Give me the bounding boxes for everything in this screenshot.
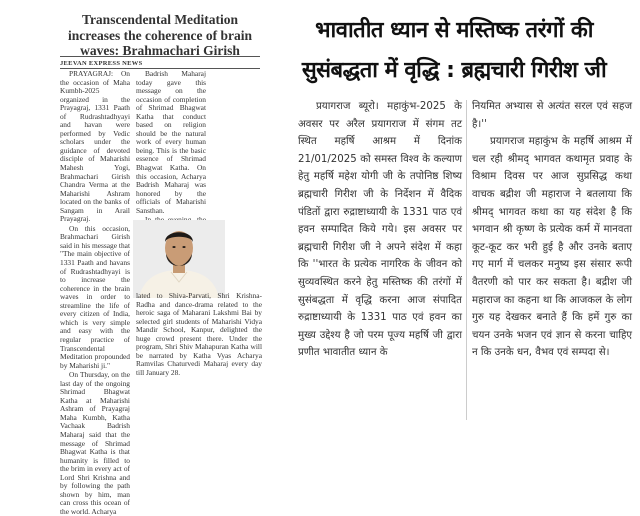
english-paragraph: On this occasion, Brahmachari Girish said in his message that "The main objective of 1331 Paath and havans of Rudrashtadhyayi is to increase the coherence in the brain waves in order to streamline the life of every citizen of India, which is very simple and easy with the regular practice of Transcendental Meditation propounded by Maharishi ji." xyxy=(60,223,130,370)
english-paragraph: PRAYAGRAJ: On the occasion of Maha Kumbh-2025 organized in the Prayagraj, 1331 Paath of Rudrashtadhyayi and havan were performed by Vedic scholars under the guidance of devoted disciple of Maharishi Mahesh Yogi, Brahmachari Girish Chandra Verma at the Maharishi Ashram located on the banks of Sangam in Arail Prayagraj. xyxy=(60,69,130,224)
hindi-paragraph: प्रयागराज महाकुंभ के महर्षि आश्रम में चल रही श्रीमद् भागवत कथामृत प्रवाह के विश्राम दिवस पर आज सुप्रसिद्ध कथा वाचक बद्रीश जी महाराज ने बतलाया कि श्रीमद् भागवत कथा का यह संदेश है कि भगवान श्री कृष्ण के प्रत्येक कर्म में मानवता कूट-कूट कर भरी हुई है और उनके बताए गए मार्ग में चलकर मनुष्य इस संसार रूपी वैतरणी को पार कर सकता है। बद्रीश जी महाराज का कहना था कि आजकल के लोग गुरु यह देखकर बनाते हैं कि हमें गुरु का चयन उनके भजन एवं ज्ञान से करना चाहिए न कि उनके धन, वैभव एवं सम्पदा से। xyxy=(472,136,632,359)
hindi-column-1 xyxy=(298,98,462,362)
headline-rule xyxy=(60,56,260,57)
hindi-article xyxy=(264,0,640,428)
english-headline: Transcendental Meditation increases the coherence of brain waves: Brahmachari Girish xyxy=(68,12,252,58)
hindi-headline-line-2: सुसंबद्धता में वृद्धि : ब्रह्मचारी गिरीश जी xyxy=(301,58,607,83)
column-divider xyxy=(466,100,467,420)
portrait-photo xyxy=(133,220,225,298)
hindi-headline-line-1: भावातीत ध्यान से मस्तिष्क तरंगों की xyxy=(315,18,593,43)
english-paragraph: lated to Shiva-Parvati, Shri Krishna-Radha and dance-drama related to the heroic saga of Maharani Lakshmi Bai by selected girl students of Maharishi Vidya Mandir School, Kanpur, delighted the huge crowd present there. Under the program, Shri Shiv Mahapuran Katha will be narrated by Katha Vyas Acharya Ramvilas Chaturvedi Maharaj every day till January 28. xyxy=(136,291,262,377)
english-paragraph: Badrish Maharaj today gave this message on the occasion of completion of Shrimad Bhagwat Katha that conduct based on religion should be the natural work of every human being. This is the basic essence of Shrimad Bhagwat Katha. On this occasion, Acharya Badrish Maharaj was honored by the officials of Maharishi Sansthan. xyxy=(136,69,206,215)
hindi-paragraph: नियमित अभ्यास से अत्यंत सरल एवं सहज है।'' xyxy=(472,101,632,130)
english-article xyxy=(0,0,264,516)
person-portrait-icon xyxy=(133,220,225,298)
hindi-column-2 xyxy=(472,98,632,362)
news-source-label: JEEVAN EXPRESS NEWS xyxy=(60,60,143,67)
english-column-2 xyxy=(136,70,206,242)
english-column-2-continued xyxy=(136,292,262,377)
hindi-paragraph: प्रयागराज ब्यूरो। महाकुंभ-2025 के अवसर पर अरैल प्रयागराज में संगम तट स्थित महर्षि आश्रम में दिनांक 21/01/2025 को समस्त विश्व के कल्याण हेतु महर्षि महेश योगी जी के तपोनिष्ठ शिष्य ब्रह्मचारी गिरीश जी के निर्देशन में वैदिक पंडितों द्वारा रुद्राष्टाध्यायी के 1331 पाठ एवं हवन सम्पादित किये गये। इस अवसर पर ब्रह्मचारी गिरीश जी ने अपने संदेश में कहा कि ''भारत के प्रत्येक नागरिक के जीवन को सुव्यवस्थित करने हेतु मस्तिष्क की तरंगों में सुसंबद्धता में वृद्धि करना आज संपादित रुद्राष्टाध्यायी के 1331 पाठ एवं हवन का मुख्य उद्देश्य है जो परम पूज्य महर्षि जी द्वारा प्रणीत भावातीत ध्यान के xyxy=(298,101,462,359)
english-paragraph: On Thursday, on the last day of the ongoing Shrimad Bhagwat Katha at Maharishi Ashram of Prayagraj Maha Kumbh, Katha Vachaak Badrish Maharaj said that the message of Shrimad Bhagwat Katha is that humanity is filled to the brim in every act of Lord Shri Krishna and by following the path shown by him, man can cross this ocean of the world. Acharya xyxy=(60,370,130,516)
english-column-1 xyxy=(60,70,130,516)
